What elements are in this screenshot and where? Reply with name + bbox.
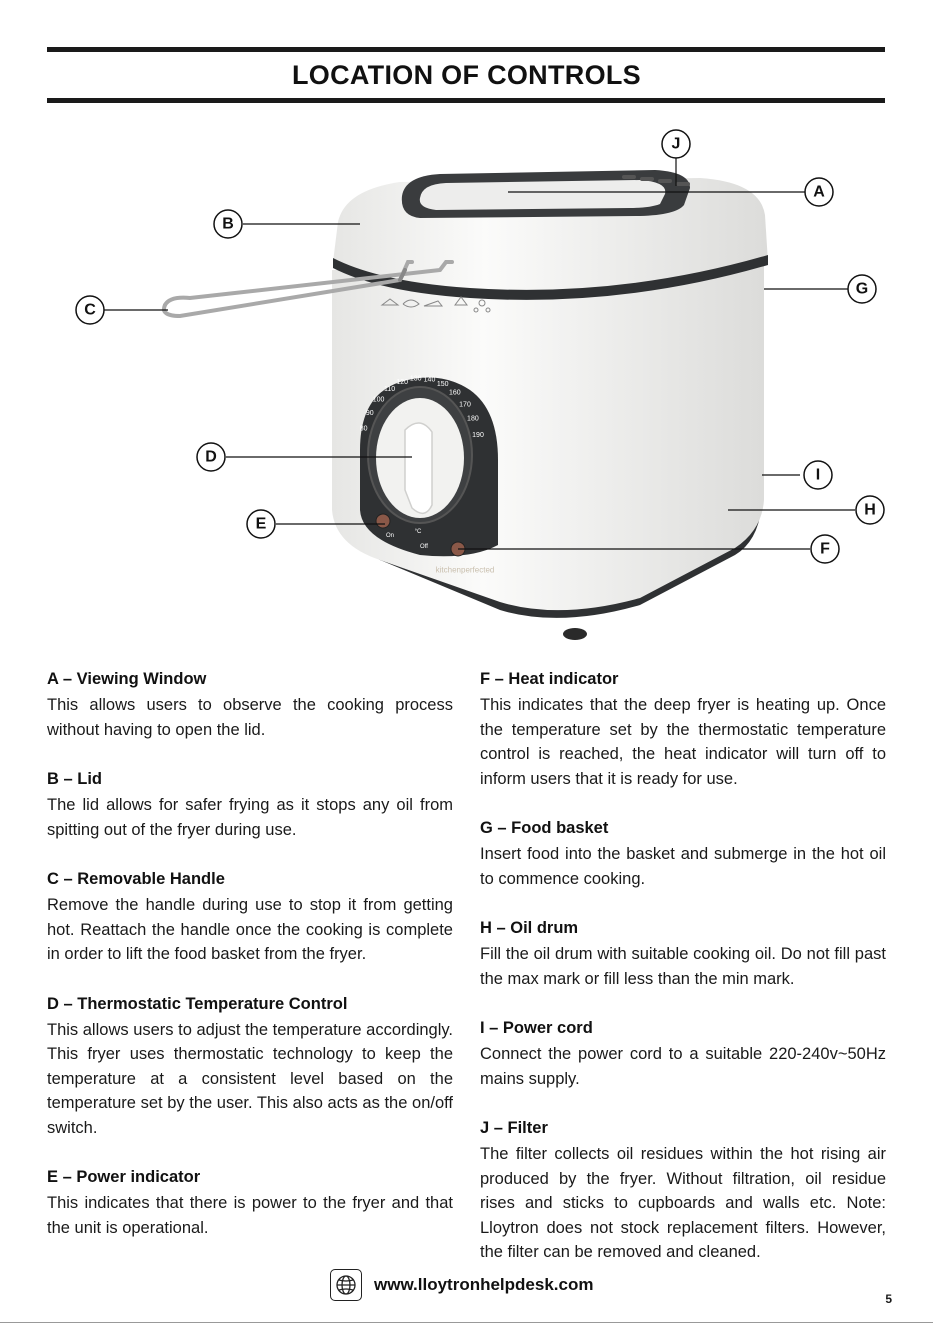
- title-rule: [47, 98, 885, 103]
- section-removable-handle: [47, 867, 453, 967]
- section-thermostat: [47, 992, 453, 1141]
- dial-tick-label: 170: [459, 401, 471, 409]
- svg-text:E: E: [255, 515, 267, 533]
- section-viewing-window: [47, 667, 453, 742]
- globe-icon: [330, 1269, 362, 1301]
- section-text: The lid allows for safer frying as it stops any oil from spitting out of the fryer during use.: [47, 796, 453, 839]
- section-text: Insert food into the basket and submerge in the hot oil to commence cooking.: [480, 845, 886, 888]
- viewing-window-glass: [420, 180, 665, 210]
- section-filter: [480, 1116, 886, 1265]
- dial-tick-label: 90: [365, 409, 374, 417]
- label-f: [811, 535, 839, 563]
- section-heat-indicator: [480, 667, 886, 791]
- section-heading: G – Food basket: [480, 819, 609, 837]
- dial-tick-label: 80: [359, 425, 368, 433]
- fryer-diagram: [0, 120, 933, 660]
- dial-tick-label: 190: [472, 431, 484, 439]
- label-i: [804, 461, 832, 489]
- page-number: 5: [885, 1292, 892, 1306]
- power-indicator-light: [376, 514, 390, 528]
- section-text: The filter collects oil residues within the hot rising air produced by the fryer. Without filtration, oil residue rises and sticks to cupboards and walls etc. Note: Lloytron does not stock replacement filters. However, the filter can be removed and cleaned.: [480, 1145, 886, 1261]
- label-b: [214, 210, 242, 238]
- dial-tick-label: 120: [396, 378, 409, 386]
- svg-text:H: H: [864, 501, 876, 519]
- fryer-foot: [563, 628, 587, 640]
- dial-tick-label: 180: [467, 415, 479, 423]
- helpdesk-url[interactable]: www.lloytronhelpdesk.com: [374, 1275, 594, 1294]
- svg-text:C: C: [84, 301, 96, 319]
- switch-off-label: Off: [420, 544, 428, 550]
- label-h: [856, 496, 884, 524]
- switch-unit-label: °C: [414, 529, 422, 535]
- section-heading: F – Heat indicator: [480, 670, 619, 688]
- left-column: [47, 667, 453, 1265]
- section-text: This indicates that there is power to the fryer and that the unit is operational.: [47, 1194, 453, 1237]
- svg-text:J: J: [671, 135, 681, 153]
- section-heading: E – Power indicator: [47, 1168, 201, 1186]
- right-column: [480, 667, 886, 1290]
- label-a: [805, 178, 833, 206]
- label-d: [197, 443, 225, 471]
- section-heading: C – Removable Handle: [47, 870, 225, 888]
- section-power-cord: [480, 1016, 886, 1091]
- section-heading: A – Viewing Window: [47, 670, 207, 688]
- section-text: Remove the handle during use to stop it from getting hot. Reattach the handle once the cooking is complete in order to lift the food basket from the fryer.: [47, 896, 453, 963]
- dial-tick-label: 160: [448, 389, 461, 397]
- section-heading: I – Power cord: [480, 1019, 593, 1037]
- section-lid: [47, 767, 453, 842]
- brand-logo: kitchenperfected: [435, 565, 495, 575]
- bottom-rule: [0, 1322, 933, 1323]
- section-text: Fill the oil drum with suitable cooking oil. Do not fill past the max mark or fill less than the min mark.: [480, 945, 886, 988]
- svg-text:B: B: [222, 215, 234, 233]
- section-heading: H – Oil drum: [480, 919, 579, 937]
- section-heading: B – Lid: [47, 770, 103, 788]
- svg-text:D: D: [205, 448, 217, 466]
- label-j: [662, 130, 690, 158]
- switch-on-label: On: [385, 533, 395, 539]
- section-power-indicator: [47, 1165, 453, 1240]
- helpdesk-link[interactable]: [330, 1268, 593, 1302]
- dial-tick-label: 140: [423, 376, 436, 384]
- label-g: [848, 275, 876, 303]
- top-rule: [47, 47, 885, 52]
- dial-grip: [405, 423, 432, 513]
- svg-text:I: I: [815, 466, 821, 484]
- section-text: This allows users to adjust the temperature accordingly. This fryer uses thermostatic technology to keep the temperature at a consistent level based on the temperature set by the user. This also acts as the on/off switch.: [47, 1020, 453, 1137]
- section-text: This allows users to observe the cooking process without having to open the lid.: [47, 696, 453, 739]
- dial-tick-label: 130: [409, 375, 422, 383]
- svg-text:A: A: [813, 183, 825, 201]
- label-e: [247, 510, 275, 538]
- section-heading: J – Filter: [480, 1119, 548, 1137]
- section-text: This indicates that the deep fryer is heating up. Once the temperature set by the thermostatic temperature control is reached, the heat indicator will turn off to inform users that it is ready for use.: [480, 696, 886, 788]
- section-heading: D – Thermostatic Temperature Control: [47, 994, 348, 1013]
- section-oil-drum: [480, 916, 886, 991]
- svg-text:G: G: [855, 280, 869, 298]
- page-title: LOCATION OF CONTROLS: [292, 60, 641, 90]
- svg-text:F: F: [820, 540, 830, 558]
- section-text: Connect the power cord to a suitable 220-240v~50Hz mains supply.: [480, 1045, 886, 1088]
- label-c: [76, 296, 104, 324]
- section-food-basket: [480, 816, 886, 891]
- dial-tick-label: 110: [384, 386, 396, 393]
- dial-tick-label: 100: [372, 396, 385, 404]
- dial-tick-label: 150: [436, 381, 449, 389]
